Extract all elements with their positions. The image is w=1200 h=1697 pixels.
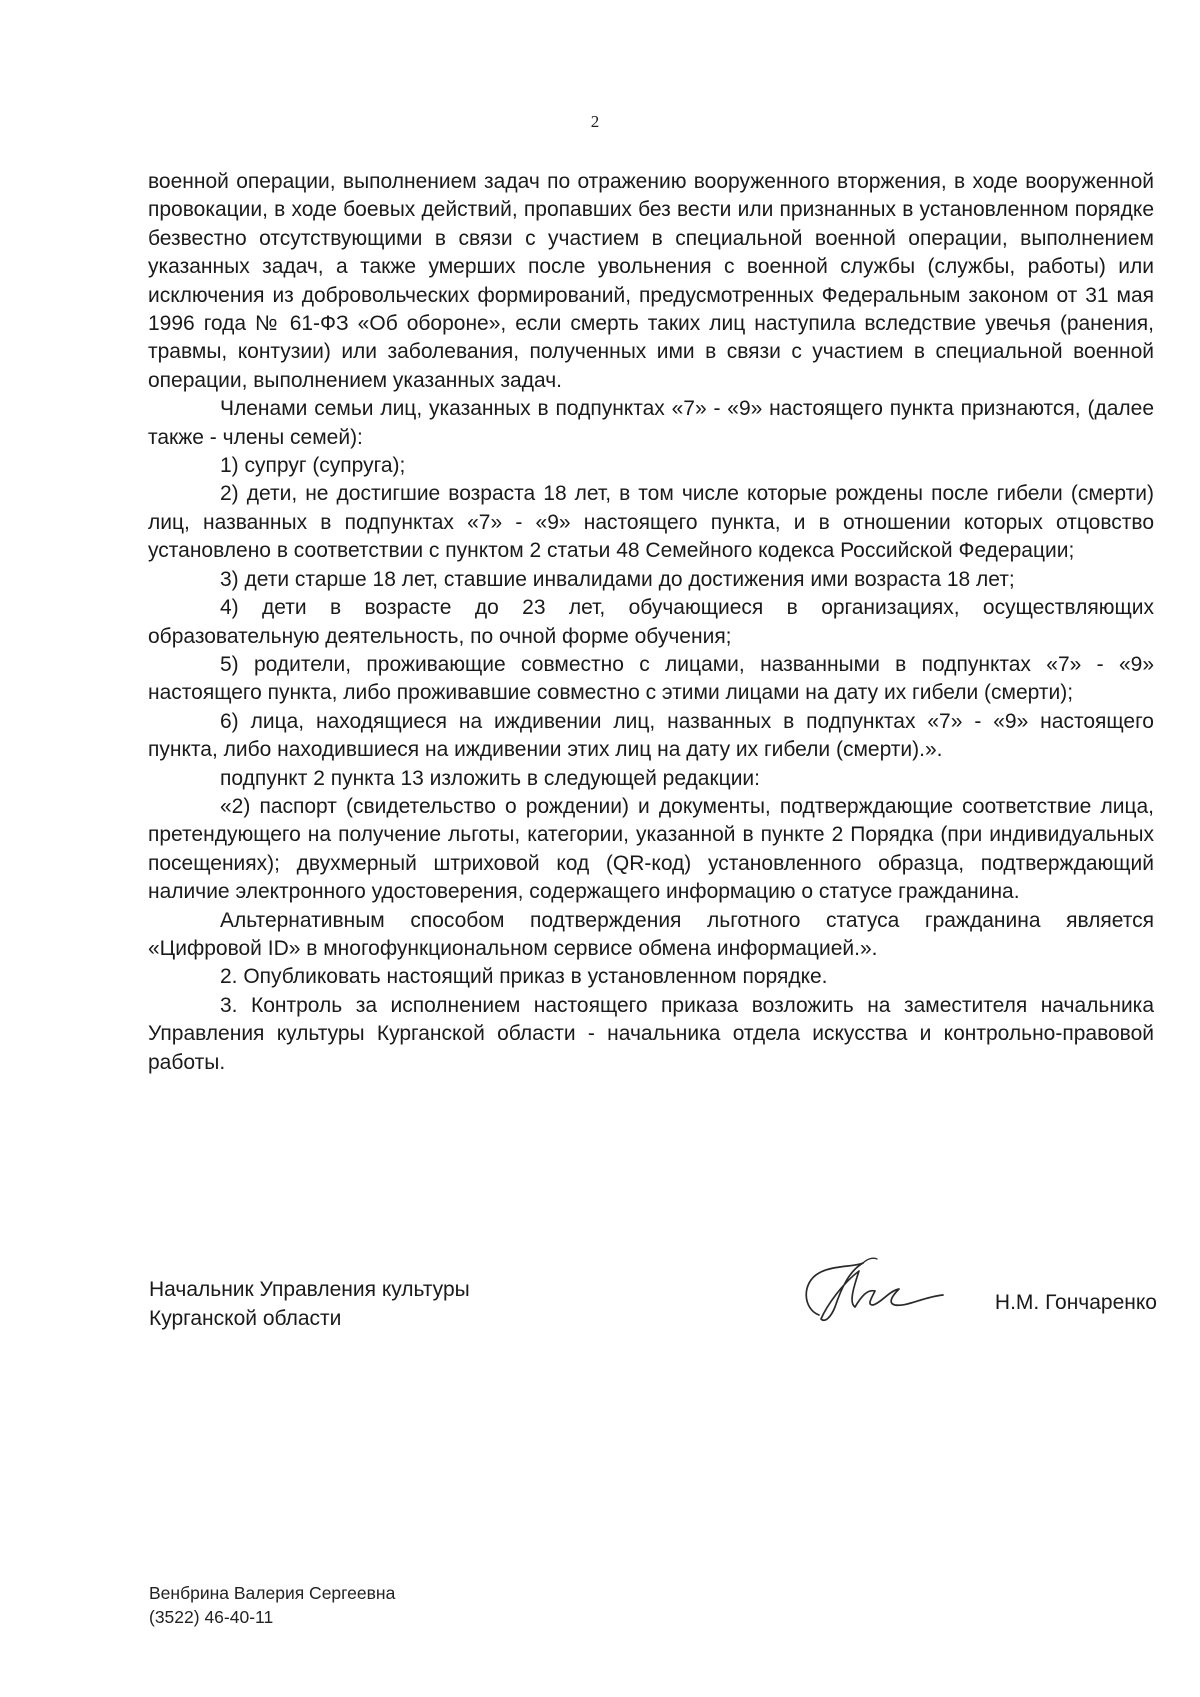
signer-name: Н.М. Гончаренко — [994, 1291, 1157, 1314]
list-item: 2) дети, не достигшие возраста 18 лет, в том числе которые рождены после гибели (смерти) лиц, названных в подпунктах «7» - «9» настоящего пункта, и в отношении которых отцовство установлено в соответствии с пунктом 2 статьи 48 Семейного кодекса Российской Федерации; — [148, 482, 1154, 563]
document-body — [148, 168, 1154, 1077]
list-item: 1) супруг (супруга); — [220, 454, 406, 478]
signature-block — [149, 1275, 1157, 1345]
paragraph: 2. Опубликовать настоящий приказ в установленном порядке. — [220, 965, 828, 989]
executor-info — [149, 1582, 395, 1629]
list-item: 5) родители, проживающие совместно с лицами, названными в подпунктах «7» - «9» настоящего пункта, либо проживавшие совместно с этими лицами на дату их гибели (смерти); — [148, 652, 1154, 705]
paragraph: военной операции, выполнением задач по отражению вооруженного вторжения, в ходе вооруженной провокации, в ходе боевых действий, пропавших без вести или признанных в установленном порядке безвестно отсутствующими в связи с участием в специальной военной операции, выполнением указанных задач, а также умерших после увольнения с военной службы (службы, работы) или исключения из добровольческих формирований, предусмотренных Федеральным законом от 31 мая 1996 года № 61-ФЗ «Об обороне», если смерть таких лиц наступила вследствие увечья (ранения, травмы, контузии) или заболевания, полученных ими в связи с участием в специальной военной операции, выполнением указанных задач. — [148, 170, 1154, 392]
handwritten-signature — [797, 1253, 947, 1333]
paragraph: 3. Контроль за исполнением настоящего приказа возложить на заместителя начальника Управления культуры Курганской области - начальника отдела искусства и контрольно-правовой работы. — [148, 993, 1154, 1074]
paragraph: Членами семьи лиц, указанных в подпунктах «7» - «9» настоящего пункта признаются, (далее также - члены семей): — [148, 397, 1154, 449]
paragraph: Альтернативным способом подтверждения льготного статуса гражданина является «Цифровой ID» в многофункциональном сервисе обмена информацией.». — [148, 908, 1154, 960]
paragraph: «2) паспорт (свидетельство о рождении) и документы, подтверждающие соответствие лица, претендующего на получение льготы, категории, указанной в пункте 2 Порядка (при индивидуальных посещениях); двухмерный штриховой код (QR-код) установленного образца, подтверждающий наличие электронного удостоверения, содержащего информацию о статусе гражданина. — [148, 794, 1154, 904]
signer-title-line: Начальник Управления культуры — [149, 1278, 470, 1301]
list-item: 6) лица, находящиеся на иждивении лиц, названных в подпунктах «7» - «9» настоящего пункта, либо находившиеся на иждивении этих лиц на дату их гибели (смерти).». — [148, 709, 1154, 762]
signer-title-line: Курганской области — [149, 1307, 342, 1330]
executor-name: Венбрина Валерия Сергеевна — [149, 1583, 396, 1603]
list-item: 3) дети старше 18 лет, ставшие инвалидами до достижения ими возраста 18 лет; — [220, 567, 1015, 591]
paragraph: подпункт 2 пункта 13 изложить в следующей редакции: — [220, 766, 761, 790]
list-item: 4) дети в возрасте до 23 лет, обучающиеся в организациях, осуществляющих образовательную деятельность, по очной форме обучения; — [148, 596, 1154, 648]
signer-title — [149, 1275, 470, 1333]
page-number: 2 — [590, 112, 600, 131]
executor-phone: (3522) 46-40-11 — [149, 1606, 274, 1627]
